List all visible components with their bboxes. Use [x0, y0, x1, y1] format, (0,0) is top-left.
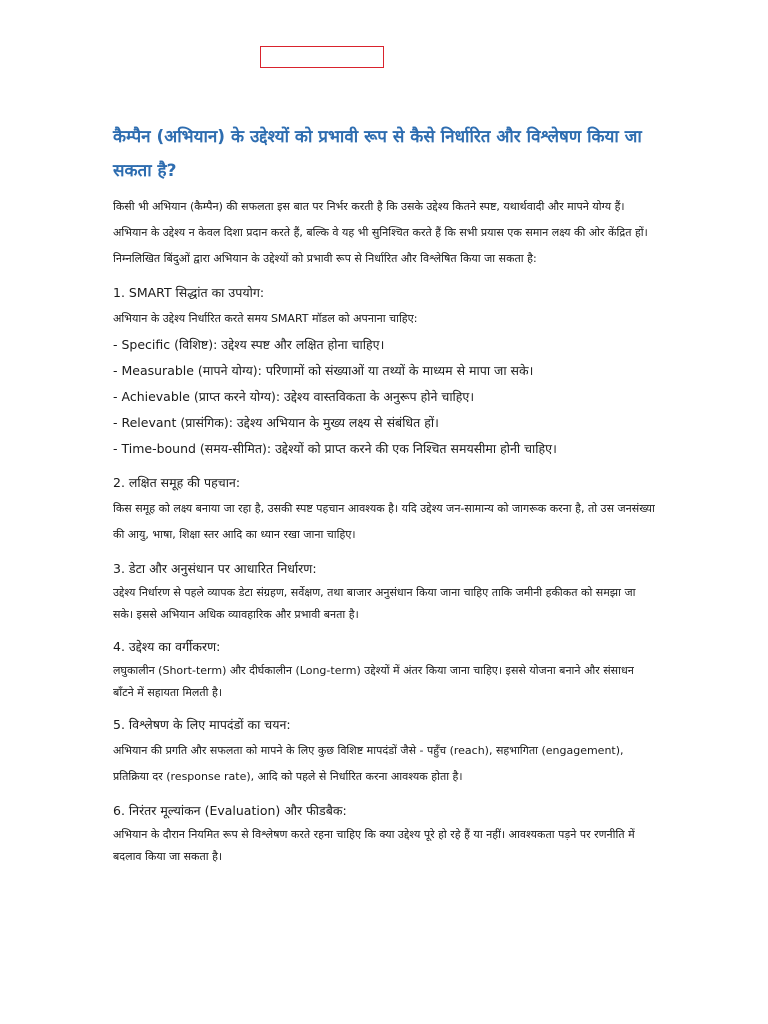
section-heading: 1. SMART सिद्धांत का उपयोग: — [113, 285, 265, 300]
header-placeholder-box — [260, 46, 384, 68]
smart-bullet-time-bound: - Time-bound (समय-सीमित): उद्देश्यों को प्राप्त करने की एक निश्चित समयसीमा होनी चाहिए। — [113, 441, 557, 456]
section-heading: 3. डेटा और अनुसंधान पर आधारित निर्धारण: — [113, 561, 317, 576]
section-heading: 2. लक्षित समूह की पहचान: — [113, 475, 241, 490]
document-content — [113, 120, 658, 868]
section-body: लघुकालीन (Short-term) और दीर्घकालीन (Long-term) उद्देश्यों में अंतर किया जाना चाहिए। इससे योजना बनाने और संसाधन बाँटने में सहायता मिलती है। — [113, 664, 634, 699]
smart-bullet-relevant: - Relevant (प्रासंगिक): उद्देश्य अभियान के मुख्य लक्ष्य से संबंधित हों। — [113, 415, 439, 430]
document-title: कैम्पैन (अभियान) के उद्देश्यों को प्रभावी रूप से कैसे निर्धारित और विश्लेषण किया जा सकता है? — [113, 127, 642, 181]
section-body: उद्देश्य निर्धारण से पहले व्यापक डेटा संग्रहण, सर्वेक्षण, तथा बाजार अनुसंधान किया जाना चाहिए ताकि जमीनी हकीकत को समझा जा सके। इससे अभियान अधिक व्यावहारिक और प्रभावी बनता है। — [113, 586, 636, 621]
section-heading: 4. उद्देश्य का वर्गीकरण: — [113, 639, 221, 654]
section-body: अभियान के दौरान नियमित रूप से विश्लेषण करते रहना चाहिए कि क्या उद्देश्य पूरे हो रहे हैं या नहीं। आवश्यकता पड़ने पर रणनीति में बदलाव किया जा सकता है। — [113, 828, 635, 863]
smart-bullet-measurable: - Measurable (मापने योग्य): परिणामों को संख्याओं या तथ्यों के माध्यम से मापा जा सके। — [113, 363, 534, 378]
smart-bullet-specific: - Specific (विशिष्ट): उद्देश्य स्पष्ट और लक्षित होना चाहिए। — [113, 337, 385, 352]
section-body: अभियान की प्रगति और सफलता को मापने के लिए कुछ विशिष्ट मापदंडों जैसे - पहुँच (reach), सहभागिता (engagement), प्रतिक्रिया दर (response rate), आदि को पहले से निर्धारित करना आवश्यक होता है। — [113, 744, 624, 783]
section-evaluation — [113, 798, 658, 868]
smart-bullet-achievable: - Achievable (प्राप्त करने योग्य): उद्देश्य वास्तविकता के अनुरूप होने चाहिए। — [113, 389, 475, 404]
section-heading: 5. विश्लेषण के लिए मापदंडों का चयन: — [113, 717, 291, 732]
section-smart — [113, 280, 658, 462]
section-target-group — [113, 470, 658, 548]
intro-paragraph: किसी भी अभियान (कैम्पैन) की सफलता इस बात पर निर्भर करती है कि उसके उद्देश्य कितने स्पष्ट, यथार्थवादी और मापने योग्य हैं। अभियान के उद्देश्य न केवल दिशा प्रदान करते हैं, बल्कि वे यह भी सुनिश्चित करते हैं कि सभी प्रयास एक समान लक्ष्य की ओर केंद्रित हों। निम्नलिखित बिंदुओं द्वारा अभियान के उद्देश्यों को प्रभावी रूप से निर्धारित और विश्लेषित किया जा सकता है: — [113, 200, 648, 265]
section-heading: 6. निरंतर मूल्यांकन (Evaluation) और फीडबैक: — [113, 803, 347, 818]
section-data-research — [113, 556, 658, 626]
section-body: किस समूह को लक्ष्य बनाया जा रहा है, उसकी स्पष्ट पहचान आवश्यक है। यदि उद्देश्य जन-सामान्य को जागरूक करना है, तो उस जनसंख्या की आयु, भाषा, शिक्षा स्तर आदि का ध्यान रखा जाना चाहिए। — [113, 502, 655, 541]
section-classification — [113, 634, 658, 704]
section-body: अभियान के उद्देश्य निर्धारित करते समय SMART मॉडल को अपनाना चाहिए: — [113, 312, 418, 325]
section-metrics — [113, 712, 658, 790]
